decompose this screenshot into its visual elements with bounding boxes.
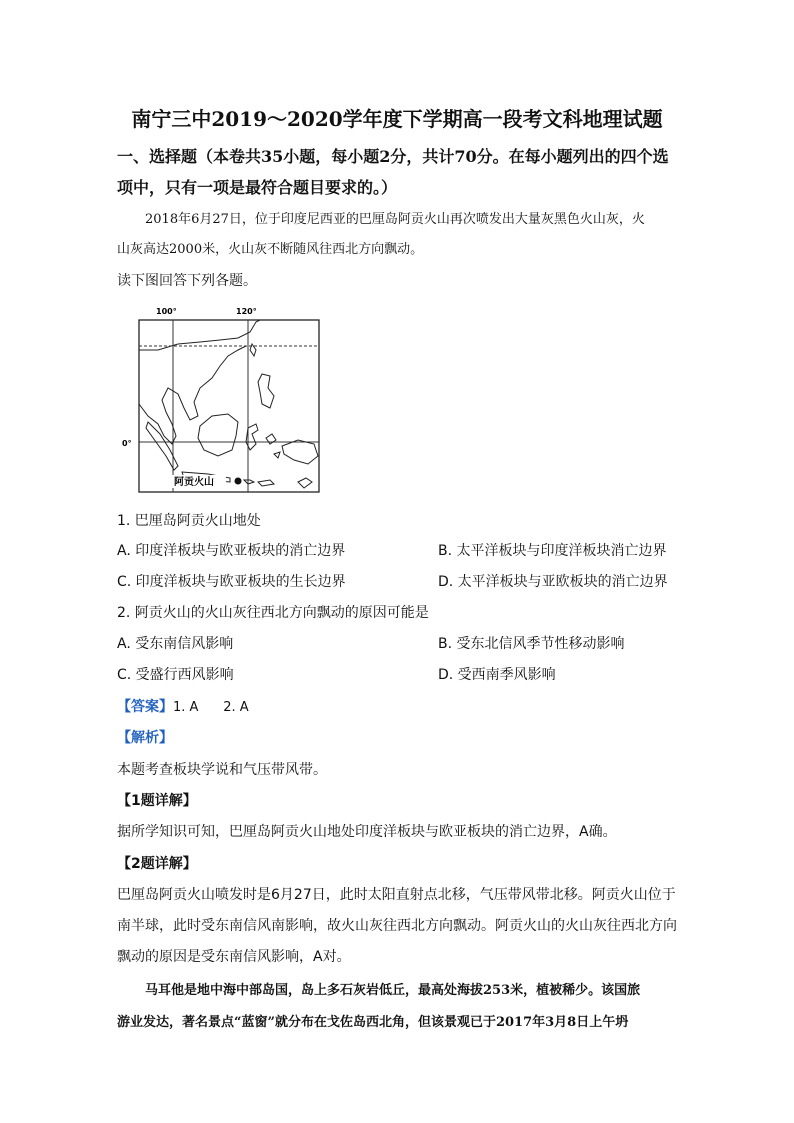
question-1-stem: 1. 巴厘岛阿贡火山地处 (117, 513, 261, 529)
answer-text: 1. A 2. A (173, 700, 249, 715)
q2-detail-label: 【2题详解】 (117, 856, 197, 872)
lat-0-label: 0° (122, 439, 132, 448)
island-philippines (258, 374, 274, 408)
question-2-option-c: C. 受盛行西风影响 (117, 667, 234, 683)
island-lombok (244, 480, 254, 484)
island-borneo (198, 414, 238, 456)
analysis-intro: 本题考查板块学说和气压带风带。 (117, 762, 327, 778)
answer-row (117, 696, 249, 716)
question-2-stem: 2. 阿贡火山的火山灰往西北方向飘动的原因可能是 (117, 605, 429, 621)
passage2-line2: 游业发达，著名景点“蓝窗”就分布在戈佐岛西北角，但该景观已于2017年3月8日上午坍 (117, 1015, 629, 1030)
island-small-2 (274, 452, 280, 458)
mainland-coast (139, 320, 260, 444)
instruction-text: 读下图回答下列各题。 (117, 273, 257, 289)
question-1-option-b: B. 太平洋板块与印度洋板块消亡边界 (438, 543, 667, 559)
lon-100-label: 100° (156, 307, 177, 316)
question-1-option-d: D. 太平洋板块与亚欧板块的消亡边界 (438, 574, 668, 590)
q1-detail-text: 据所学知识可知，巴厘岛阿贡火山地处印度洋板块与欧亚板块的消亡边界，A确。 (117, 824, 617, 840)
southeast-asia-map (122, 304, 324, 496)
q2-detail-line1: 巴厘岛阿贡火山喷发时是6月27日，此时太阳直射点北移，气压带风带北移。阿贡火山位于 (117, 887, 676, 903)
volcano-label: 阿贡火山 (174, 477, 214, 488)
question-2-option-b: B. 受东北信风季节性移动影响 (438, 636, 625, 652)
map-figure (122, 304, 324, 496)
analysis-label: 【解析】 (117, 730, 173, 746)
question-1-option-c: C. 印度洋板块与欧亚板块的生长边界 (117, 574, 346, 590)
passage2-line1: 马耳他是地中海中部岛国，岛上多石灰岩低丘，最高处海拔253米，植被稀少。该国旅 (145, 983, 641, 998)
q2-detail-line3: 飘动的原因是受东南信风影响，A对。 (117, 949, 351, 965)
question-1-option-a: A. 印度洋板块与欧亚板块的消亡边界 (117, 543, 346, 559)
lon-120-label: 120° (236, 307, 257, 316)
question-2-option-d: D. 受西南季风影响 (438, 667, 556, 683)
section-heading-line1: 一、选择题（本卷共35小题，每小题2分，共计70分。在每小题列出的四个选 (117, 147, 669, 166)
question-2-option-a: A. 受东南信风影响 (117, 636, 234, 652)
page-title: 南宁三中2019～2020学年度下学期高一段考文科地理试题 (131, 107, 663, 131)
passage1-line1: 2018年6月27日，位于印度尼西亚的巴厘岛阿贡火山再次喷发出大量灰黑色火山灰，火 (145, 212, 645, 227)
island-new-guinea (282, 440, 318, 464)
q2-detail-line2: 南半球，此时受东南信风南影响，故火山灰往西北方向飘动。阿贡火山的火山灰往西北方向 (117, 918, 677, 934)
island-sumbawa (258, 480, 274, 486)
answer-label: 【答案】 (117, 699, 173, 715)
volcano-marker (235, 478, 242, 485)
island-timor (298, 478, 312, 488)
section-heading-line2: 项中，只有一项是最符合题目要求的。） (117, 178, 398, 197)
passage1-line2: 山灰高达2000米，火山灰不断随风往西北方向飘动。 (117, 242, 424, 257)
q1-detail-label: 【1题详解】 (117, 793, 197, 809)
